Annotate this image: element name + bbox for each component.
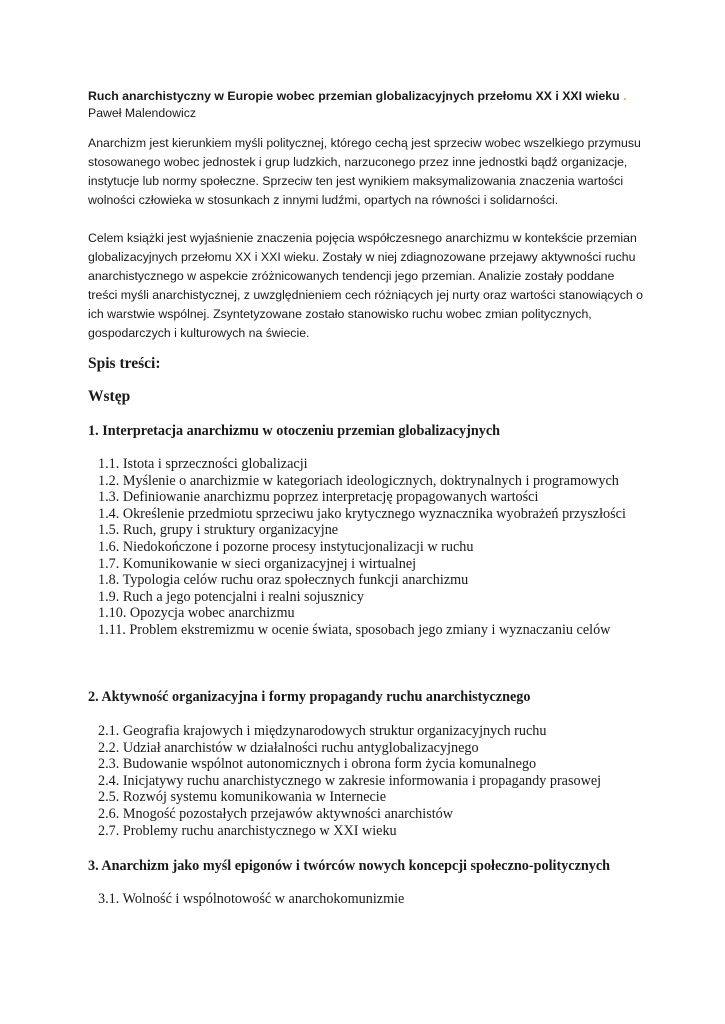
paragraph-1-line: instytucje lub normy społeczne. Sprzeciw ten jest wynikiem maksymalizowania znaczenia wartości	[88, 174, 624, 189]
paragraph-2-line: Celem książki jest wyjaśnienie znaczenia pojęcia współczesnego anarchizmu w kontekście przemian	[88, 231, 637, 245]
paragraph-2-line: treści myśli anarchistycznej, z uwzględnieniem cech różniących jej nurty oraz wartości stanowiących o	[88, 288, 643, 303]
toc-item: 1.2. Myślenie o anarchizmie w kategoriach ideologicznych, doktrynalnych i programowych	[98, 472, 619, 489]
toc-item: 2.1. Geografia krajowych i międzynarodowych struktur organizacyjnych ruchu	[98, 723, 547, 739]
chapter-1-title: 1. Interpretacja anarchizmu w otoczeniu przemian globalizacyjnych	[88, 423, 501, 439]
toc-item: 1.3. Definiowanie anarchizmu poprzez interpretację propagowanych wartości	[98, 489, 539, 506]
toc-item: 2.2. Udział anarchistów w działalności ruchu antyglobalizacyjnego	[98, 739, 479, 756]
chapter-2-title: 2. Aktywność organizacyjna i formy propagandy ruchu anarchistycznego	[88, 689, 531, 705]
toc-item: 1.1. Istota i sprzeczności globalizacji	[98, 456, 308, 472]
paragraph-2-line: ich warstwie wspólnej. Zsyntetyzowane zostało stanowisko ruchu wobec zmian politycznych,	[88, 307, 592, 322]
title-dot: .	[623, 89, 627, 103]
paragraph-2-line: anarchistycznego w aspekcie zróżnicowanych tendencji jego przemian. Analizie zostały poddane	[88, 269, 615, 284]
chapter-3-title: 3. Anarchizm jako myśl epigonów i twórców nowych koncepcji społeczno-politycznych	[88, 858, 611, 874]
paragraph-1	[88, 134, 648, 210]
toc-item: 1.5. Ruch, grupy i struktury organizacyjne	[98, 522, 339, 539]
toc-item: 1.10. Opozycja wobec anarchizmu	[98, 605, 295, 622]
chapter-2-list	[88, 723, 648, 839]
paragraph-1-line: wolności człowieka w stosunkach z innymi ludźmi, opartych na równości i solidarności.	[88, 193, 559, 208]
paragraph-2	[88, 229, 648, 344]
chapter-1-list	[88, 456, 648, 639]
toc-item: 1.7. Komunikowanie w sieci organizacyjnej i wirtualnej	[98, 555, 417, 572]
toc-intro: Wstęp	[88, 388, 131, 405]
toc-item: 1.6. Niedokończone i pozorne procesy instytucjonalizacji w ruchu	[98, 538, 474, 555]
toc-item: 2.6. Mnogość pozostałych przejawów aktywności anarchistów	[98, 805, 453, 822]
toc-item: 1.4. Określenie przedmiotu sprzeciwu jako krytycznego wyznacznika wyobrażeń przyszłości	[98, 505, 626, 522]
paragraph-1-line: stosowanego wobec jednostek i grup ludzkich, narzuconego przez inne jednostki bądź organizacje,	[88, 155, 628, 170]
paragraph-2-line: gospodarczych i kulturowych na świecie.	[88, 326, 310, 341]
toc-item: 1.11. Problem ekstremizmu w ocenie świata, sposobach jego zmiany i wyznaczaniu celów	[98, 621, 611, 638]
toc-heading: Spis treści:	[88, 355, 161, 372]
chapter-3-list	[88, 891, 648, 908]
document-title-text: Ruch anarchistyczny w Europie wobec przemian globalizacyjnych przełomu XX i XXI wieku	[88, 89, 620, 103]
toc-item: 1.8. Typologia celów ruchu oraz społecznych funkcji anarchizmu	[98, 572, 469, 589]
paragraph-1-line: Anarchizm jest kierunkiem myśli politycznej, którego cechą jest sprzeciw wobec wszelkiego przymusu	[88, 136, 641, 150]
toc-item: 2.4. Inicjatywy ruchu anarchistycznego w zakresie informowania i propagandy prasowej	[98, 772, 602, 789]
toc-item: 3.1. Wolność i wspólnotowość w anarchokomunizmie	[98, 891, 405, 907]
document-title	[88, 89, 627, 103]
toc-item: 2.3. Budowanie wspólnot autonomicznych i obrona form życia komunalnego	[98, 756, 537, 773]
toc-item: 2.7. Problemy ruchu anarchistycznego w XXI wieku	[98, 822, 397, 839]
toc-item: 2.5. Rozwój systemu komunikowania w Internecie	[98, 789, 387, 806]
paragraph-2-line: globalizacyjnych przełomu XX i XXI wieku. Zostały w niej zdiagnozowane przejawy aktywności ruchu	[88, 250, 636, 265]
document-author: Paweł Malendowicz	[88, 106, 196, 120]
toc-item: 1.9. Ruch a jego potencjalni i realni sojusznicy	[98, 588, 364, 605]
